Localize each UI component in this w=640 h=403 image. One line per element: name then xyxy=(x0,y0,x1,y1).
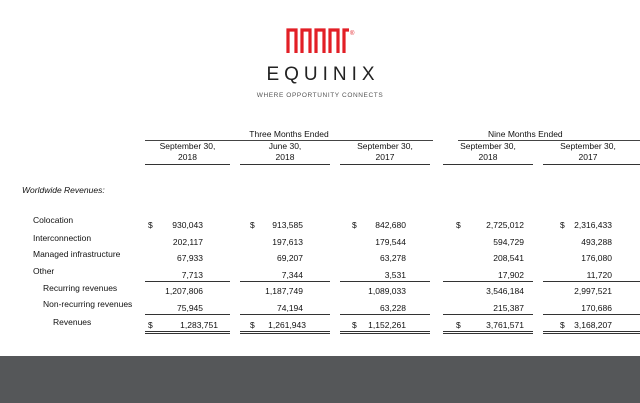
equinix-logo xyxy=(0,26,640,99)
column-header-3-line1: September 30, xyxy=(357,141,413,151)
column-header-1 xyxy=(145,141,230,163)
column-header-4 xyxy=(443,141,533,163)
cell-revenues-col3: 1,152,261 xyxy=(368,320,406,330)
column-header-3 xyxy=(340,141,430,163)
cell-recurring-revenues-col1: 1,207,806 xyxy=(165,286,203,296)
cell-colocation-col5: 2,316,433 xyxy=(574,220,612,230)
cell-interconnection-col2: 197,613 xyxy=(272,237,303,247)
row-label-managed-infrastructure: Managed infrastructure xyxy=(33,249,121,259)
cell-revenues-col1: 1,283,751 xyxy=(180,320,218,330)
cell-non-recurring-revenues-col2: 74,194 xyxy=(277,303,303,313)
row-label-interconnection: Interconnection xyxy=(33,233,92,243)
cell-managed-infrastructure-col4: 208,541 xyxy=(493,253,524,263)
column-header-3-line2: 2017 xyxy=(375,152,395,162)
cell-colocation-col1: 930,043 xyxy=(172,220,203,230)
currency-symbol: $ xyxy=(148,220,153,230)
cell-recurring-revenues-col2: 1,187,749 xyxy=(265,286,303,296)
column-header-5-line1: September 30, xyxy=(560,141,616,151)
row-label-recurring-revenues: Recurring revenues xyxy=(43,283,118,293)
cell-interconnection-col4: 594,729 xyxy=(493,237,524,247)
currency-symbol: $ xyxy=(352,220,357,230)
cell-revenues-col5: 3,168,207 xyxy=(574,320,612,330)
group-header-three-months: Three Months Ended xyxy=(145,129,433,141)
cell-recurring-revenues-col5: 2,997,521 xyxy=(574,286,612,296)
cell-interconnection-col3: 179,544 xyxy=(375,237,406,247)
currency-symbol: $ xyxy=(250,220,255,230)
currency-symbol: $ xyxy=(456,220,461,230)
cell-managed-infrastructure-col1: 67,933 xyxy=(177,253,203,263)
section-label-worldwide-revenues: Worldwide Revenues: xyxy=(22,185,105,195)
column-header-5 xyxy=(543,141,633,163)
cell-managed-infrastructure-col2: 69,207 xyxy=(277,253,303,263)
currency-symbol: $ xyxy=(560,320,565,330)
cell-managed-infrastructure-col5: 176,080 xyxy=(581,253,612,263)
cell-non-recurring-revenues-col1: 75,945 xyxy=(177,303,203,313)
column-header-1-line2: 2018 xyxy=(178,152,197,162)
cell-non-recurring-revenues-col4: 215,387 xyxy=(493,303,524,313)
brand-tagline: WHERE OPPORTUNITY CONNECTS xyxy=(256,92,384,99)
column-header-1-line1: September 30, xyxy=(159,141,216,151)
group-header-nine-months: Nine Months Ended xyxy=(458,129,640,141)
cell-colocation-col2: 913,585 xyxy=(272,220,303,230)
cell-other-col2: 7,344 xyxy=(281,270,303,280)
row-label-revenues: Revenues xyxy=(53,317,92,327)
currency-symbol: $ xyxy=(352,320,357,330)
currency-symbol: $ xyxy=(456,320,461,330)
cell-non-recurring-revenues-col3: 63,228 xyxy=(380,303,406,313)
cell-colocation-col3: 842,680 xyxy=(375,220,406,230)
cell-other-col3: 3,531 xyxy=(384,270,406,280)
row-label-non-recurring-revenues: Non-recurring revenues xyxy=(43,299,133,309)
cell-recurring-revenues-col4: 3,546,184 xyxy=(486,286,524,296)
row-label-colocation: Colocation xyxy=(33,215,74,225)
cell-revenues-col2: 1,261,943 xyxy=(268,320,306,330)
cell-interconnection-col1: 202,117 xyxy=(172,237,203,247)
cell-colocation-col4: 2,725,012 xyxy=(486,220,524,230)
cell-recurring-revenues-col3: 1,089,033 xyxy=(368,286,406,296)
column-header-2 xyxy=(240,141,330,163)
cell-non-recurring-revenues-col5: 170,686 xyxy=(581,303,612,313)
column-header-5-line2: 2017 xyxy=(578,152,598,162)
brand-name: EQUINIX xyxy=(266,64,380,85)
cell-other-col4: 17,902 xyxy=(498,270,524,280)
cell-interconnection-col5: 493,288 xyxy=(581,237,612,247)
footer-bar xyxy=(0,356,640,403)
currency-symbol: $ xyxy=(560,220,565,230)
cell-revenues-col4: 3,761,571 xyxy=(486,320,524,330)
currency-symbol: $ xyxy=(148,320,153,330)
column-header-4-line2: 2018 xyxy=(478,152,498,162)
equinix-logo-icon xyxy=(285,26,355,54)
column-header-4-line1: September 30, xyxy=(460,141,516,151)
cell-other-col5: 11,720 xyxy=(586,270,612,280)
column-header-2-line2: 2018 xyxy=(275,152,295,162)
cell-other-col1: 7,713 xyxy=(181,270,203,280)
cell-managed-infrastructure-col3: 63,278 xyxy=(380,253,406,263)
row-label-other: Other xyxy=(33,266,55,276)
currency-symbol: $ xyxy=(250,320,255,330)
column-header-2-line1: June 30, xyxy=(268,141,302,151)
svg-text:®: ® xyxy=(350,31,355,37)
